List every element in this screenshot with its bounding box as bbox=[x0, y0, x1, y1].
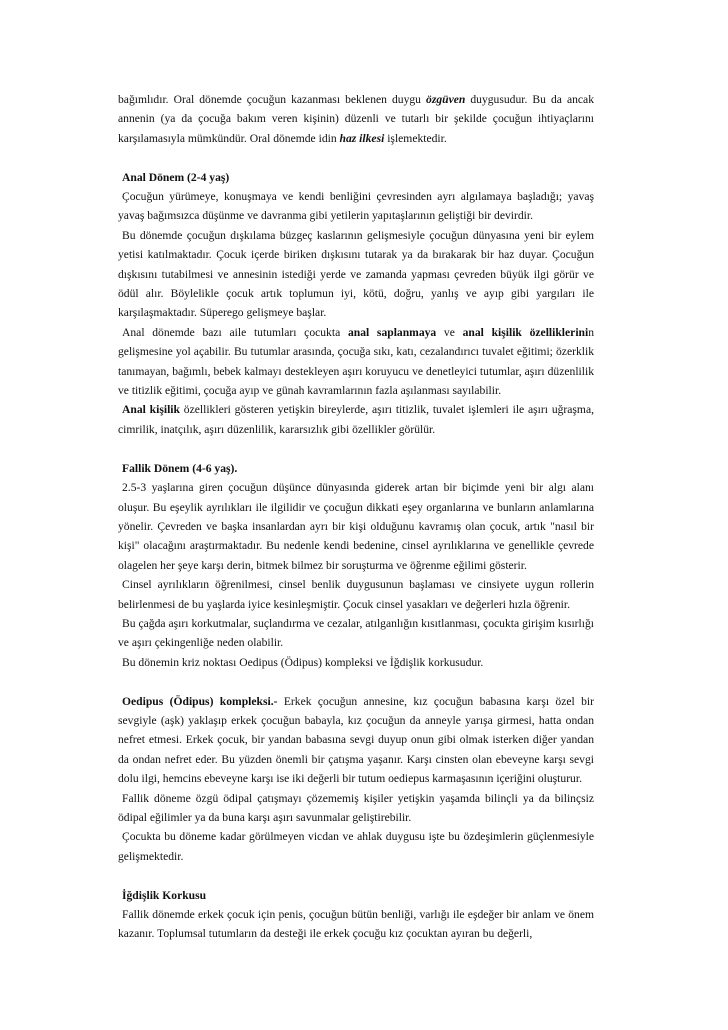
paragraph-anal-2: Bu dönemde çocuğun dışkılama büzgeç kaslarının gelişmesiyle çocuğun dünyasına yeni bir eylem yetisi katılmaktadır. Çocuk içerde biriken dışkısını tutarak ya da bırakarak bir haz duyar. Çocuğun dışkısını tutabilmesi ve annesinin istediği yerde ve zamanda yapması çevreden büyük ilgi görür ve ödül alır. Böylelikle çocuk artık toplumun iyi, kötü, doğru, yanlış ve ayıp gibi yargıları ile karşılaşmaktadır. Süperego gelişmeye başlar. bbox=[118, 228, 594, 320]
paragraph-oral-end: bağımlıdır. Oral dönemde çocuğun kazanması beklenen duygu özgüven duygusudur. Bu da ancak annenin (ya da çocuğa bakım veren kişinin) düzenli ve tutarlı bir şekilde çocuğun ihtiyaçlarını karşılamasıyla mümkündür. Oral dönemde idin haz ilkesi işlemektedir. bbox=[118, 93, 595, 145]
paragraph-anal-3: Anal dönemde bazı aile tutumları çocukta anal saplanmaya ve anal kişilik özelliklerinin gelişmesine yol açabilir. Bu tutumlar arasında, çocuğa sıkı, katı, cezalandırıcı tuvalet eğitimi; özerklik tanımayan, bağımlı, bebek kalmayı destekleyen aşırı koruyucu ve denetleyici tutumlar, aşırı düzenlilik ve titizlik eğitimi, çocuğa ayıp ve günah kavramlarının fazla aşılanması sayılabilir. bbox=[118, 325, 594, 398]
term-anal-saplanma: anal saplanmaya bbox=[347, 325, 437, 339]
heading-anal-donem: Anal Dönem (2-4 yaş) bbox=[122, 170, 230, 184]
paragraph-igdislik-1: Fallik dönemde erkek çocuk için penis, çocuğun bütün benliği, varlığı ile eşdeğer bir anlam ve önem kazanır. Toplumsal tutumların da desteği ile erkek çocuğu kız çocuktan ayıran bu değerli, bbox=[118, 908, 594, 941]
paragraph-oedipus-3: Çocukta bu döneme kadar görülmeyen vicdan ve ahlak duygusu işte bu özdeşimlerin güçlenmesiyle gelişmektedir. bbox=[118, 830, 594, 863]
term-ozguven: özgüven bbox=[426, 93, 466, 106]
term-anal-kisilik: Anal kişilik bbox=[122, 403, 180, 417]
heading-igdislik-korkusu: İğdişlik Korkusu bbox=[122, 888, 207, 902]
paragraph-anal-4: Anal kişilik özellikleri gösteren yetişkin bireylerde, aşırı titizlik, tuvalet işlemleri ile aşırı uğraşma, cimrilik, inatçılık, aşırı düzenlilik, kararsızlık gibi özellikler görülür. bbox=[118, 403, 594, 436]
paragraph-anal-1: Çocuğun yürümeye, konuşmaya ve kendi benliğini çevresinden ayrı algılamaya başladığı; yavaş yavaş bağımsızca düşünme ve davranma gibi yetilerin yapıtaşlarının geliştiği bir devirdir. bbox=[118, 190, 594, 223]
term-oedipus-kompleksi: Oedipus (Ödipus) kompleksi.- bbox=[122, 694, 278, 708]
paragraph-fallik-4: Bu dönemin kriz noktası Oedipus (Ödipus) kompleksi ve İğdişlik korkusudur. bbox=[122, 655, 484, 669]
paragraph-fallik-2: Cinsel ayrılıkların öğrenilmesi, cinsel benlik duygusunun başlaması ve cinsiyete uygun rollerin belirlenmesi de bu yaşlarda iyice kesinleşmiştir. Çocuk cinsel yasakları ve değerleri hızla öğrenir. bbox=[118, 578, 594, 611]
heading-fallik-donem: Fallik Dönem (4-6 yaş). bbox=[122, 461, 238, 475]
paragraph-oedipus-2: Fallik döneme özgü ödipal çatışmayı çözememiş kişiler yetişkin yaşamda bilinçli ya da bilinçsiz ödipal eğilimler ya da buna karşı aşırı savunmalar geliştirebilir. bbox=[118, 791, 594, 824]
paragraph-fallik-1: 2.5-3 yaşlarına giren çocuğun düşünce dünyasında giderek artan bir biçimde yeni bir algı alanı oluşur. Bu eşeylik ayrılıkları ile ilgilidir ve çocuğun dikkati eşey organlarına ve bunların anlamlarına yönelir. Çevreden ve başka insanlardan ayrı bir kişi olduğunu kavramış olan çocuk, artık "nasıl bir kişi" olacağını araştırmaktadır. Bu nedenle kendi bedenine, cinsel ayrılıklarına ve genellikle çevrede olagelen her şeye karşı derin, bitmek bilmez bir soruşturma ve öğrenme eğilimi gösterir. bbox=[118, 481, 594, 572]
term-anal-kisilik-ozellikleri: anal kişilik özelliklerini bbox=[462, 325, 589, 339]
term-haz-ilkesi: haz ilkesi bbox=[339, 131, 385, 145]
document-page bbox=[118, 90, 594, 944]
paragraph-oedipus-1: Oedipus (Ödipus) kompleksi.- Erkek çocuğun annesine, kız çocuğun babasına karşı özel bir sevgiyle (aşk) yaklaşıp erkek çocuğun babayla, kız çocuğun da anneyle yarışa girmesi, hatta ondan nefret etmesi. Erkek çocuk, bir yandan babasına sevgi duyup onun gibi olmak isterken diğer yandan da ondan nefret eder. Bu yüzden önemli bir çatışma yaşanır. Karşı cinsten olan ebeveyne karşı sevgi dolu ilgi, hemcins ebeveyne karşı ise iki değerli bir tutum oediepus karmaşasının içeriğini oluşturur. bbox=[118, 694, 594, 786]
paragraph-fallik-3: Bu çağda aşırı korkutmalar, suçlandırma ve cezalar, atılganlığın kısıtlanması, çocukta girişim kısırlığı ve aşırı çekingenliğe neden olabilir. bbox=[118, 616, 594, 650]
